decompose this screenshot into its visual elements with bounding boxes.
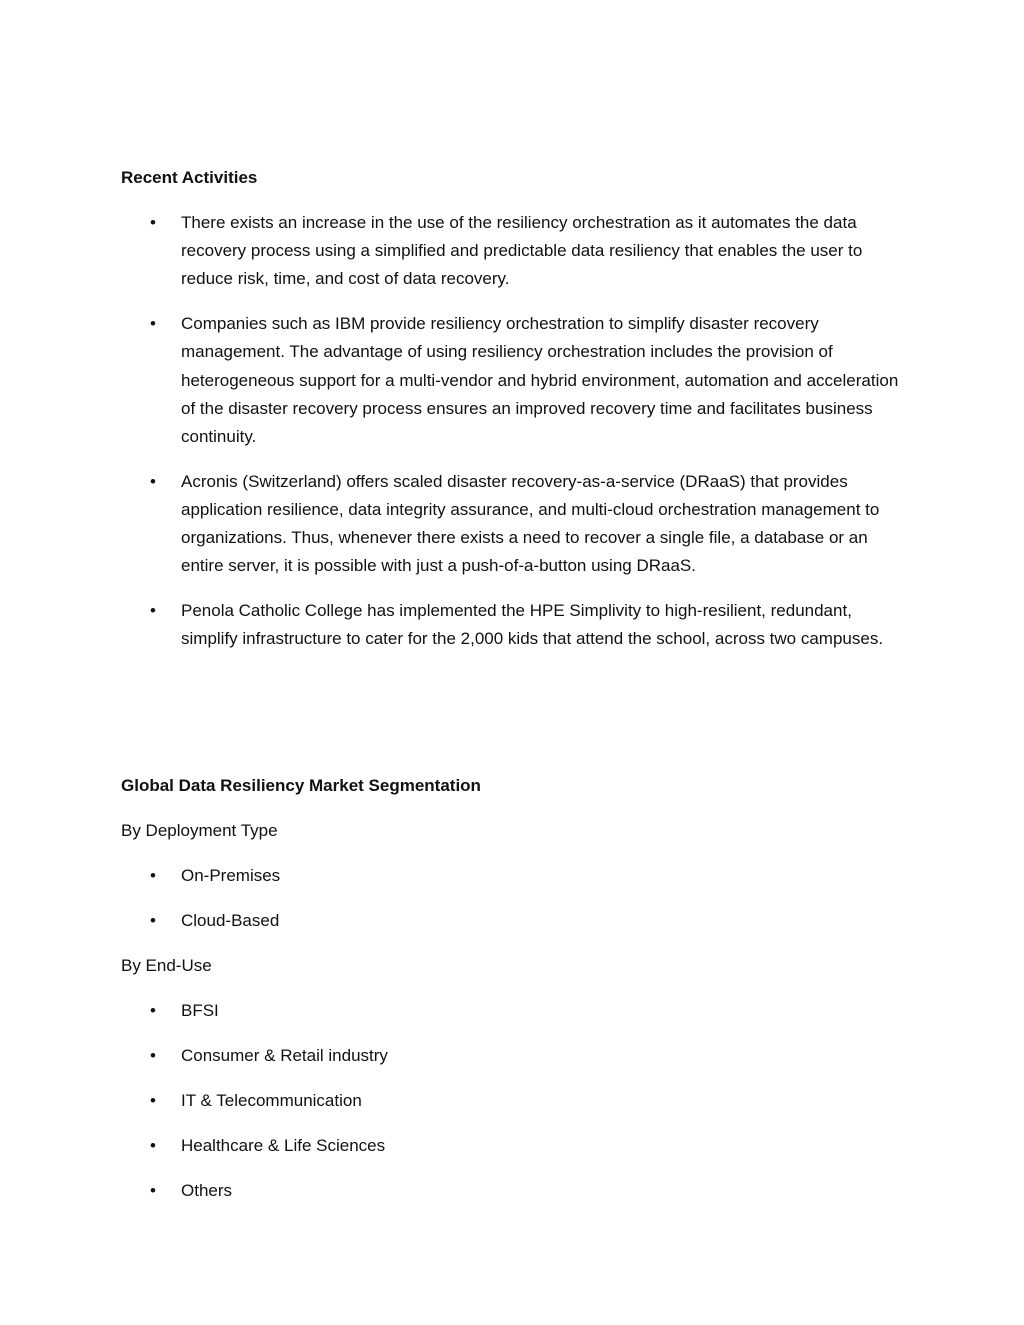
list-item-text: Penola Catholic College has implemented the HPE Simplivity to high-resilient, redundant, simplify infrastructure to cater for the 2,000 kids that attend the school, across two campuses. (181, 600, 884, 649)
list-item (0, 907, 901, 935)
recent-activities-list (0, 209, 901, 653)
list-item (0, 468, 901, 581)
end-use-label: By End-Use (121, 956, 212, 975)
list-item-text: Others (181, 1181, 233, 1200)
list-item (0, 997, 901, 1025)
bullet-icon: • (150, 911, 156, 930)
bullet-icon: • (150, 1181, 156, 1200)
list-item (0, 597, 901, 653)
bullet-icon: • (150, 314, 156, 334)
bullet-icon: • (150, 213, 156, 232)
list-item-text: Consumer & Retail industry (181, 1046, 388, 1065)
list-item-text: Acronis (Switzerland) offers scaled disaster recovery-as-a-service (DRaaS) that provides application resilience, data integrity assurance, and multi-cloud orchestration management to organizations. Thus, whenever there exists a need to recover a single file, a database or an entire server, it is possible with just a push-of-a-button using DRaaS. (181, 471, 880, 576)
list-item (0, 1042, 901, 1070)
end-use-list (0, 997, 901, 1205)
list-item (0, 862, 901, 890)
list-item-text: Healthcare & Life Sciences (181, 1136, 386, 1155)
list-item-text: Cloud-Based (181, 911, 280, 930)
segmentation-heading: Global Data Resiliency Market Segmentation (121, 776, 481, 795)
list-item-text: BFSI (181, 1001, 219, 1020)
bullet-icon: • (150, 1046, 156, 1065)
bullet-icon: • (150, 866, 156, 885)
list-item-text: Companies such as IBM provide resiliency orchestration to simplify disaster recovery management. The advantage of using resiliency orchestration includes the provision of heterogeneous support for a multi-vendor and hybrid environment, automation and acceleration of the disaster recovery process ensures an improved recovery time and facilitates business continuity. (181, 314, 899, 446)
bullet-icon: • (150, 1091, 156, 1110)
list-item (0, 209, 901, 294)
recent-activities-heading: Recent Activities (121, 168, 258, 187)
list-item (0, 1132, 901, 1160)
list-item-text: There exists an increase in the use of the resiliency orchestration as it automates the data recovery process using a simplified and predictable data resiliency that enables the user to reduce risk, time, and cost of data recovery. (181, 213, 863, 289)
list-item (0, 310, 901, 451)
bullet-icon: • (150, 1001, 156, 1020)
list-item-text: On-Premises (181, 866, 281, 885)
list-item (0, 1177, 901, 1205)
deployment-type-list (0, 862, 901, 935)
list-item (0, 1087, 901, 1115)
deployment-type-label: By Deployment Type (121, 821, 278, 840)
list-item-text: IT & Telecommunication (181, 1091, 362, 1110)
bullet-icon: • (150, 600, 156, 620)
bullet-icon: • (150, 471, 156, 491)
bullet-icon: • (150, 1136, 156, 1155)
